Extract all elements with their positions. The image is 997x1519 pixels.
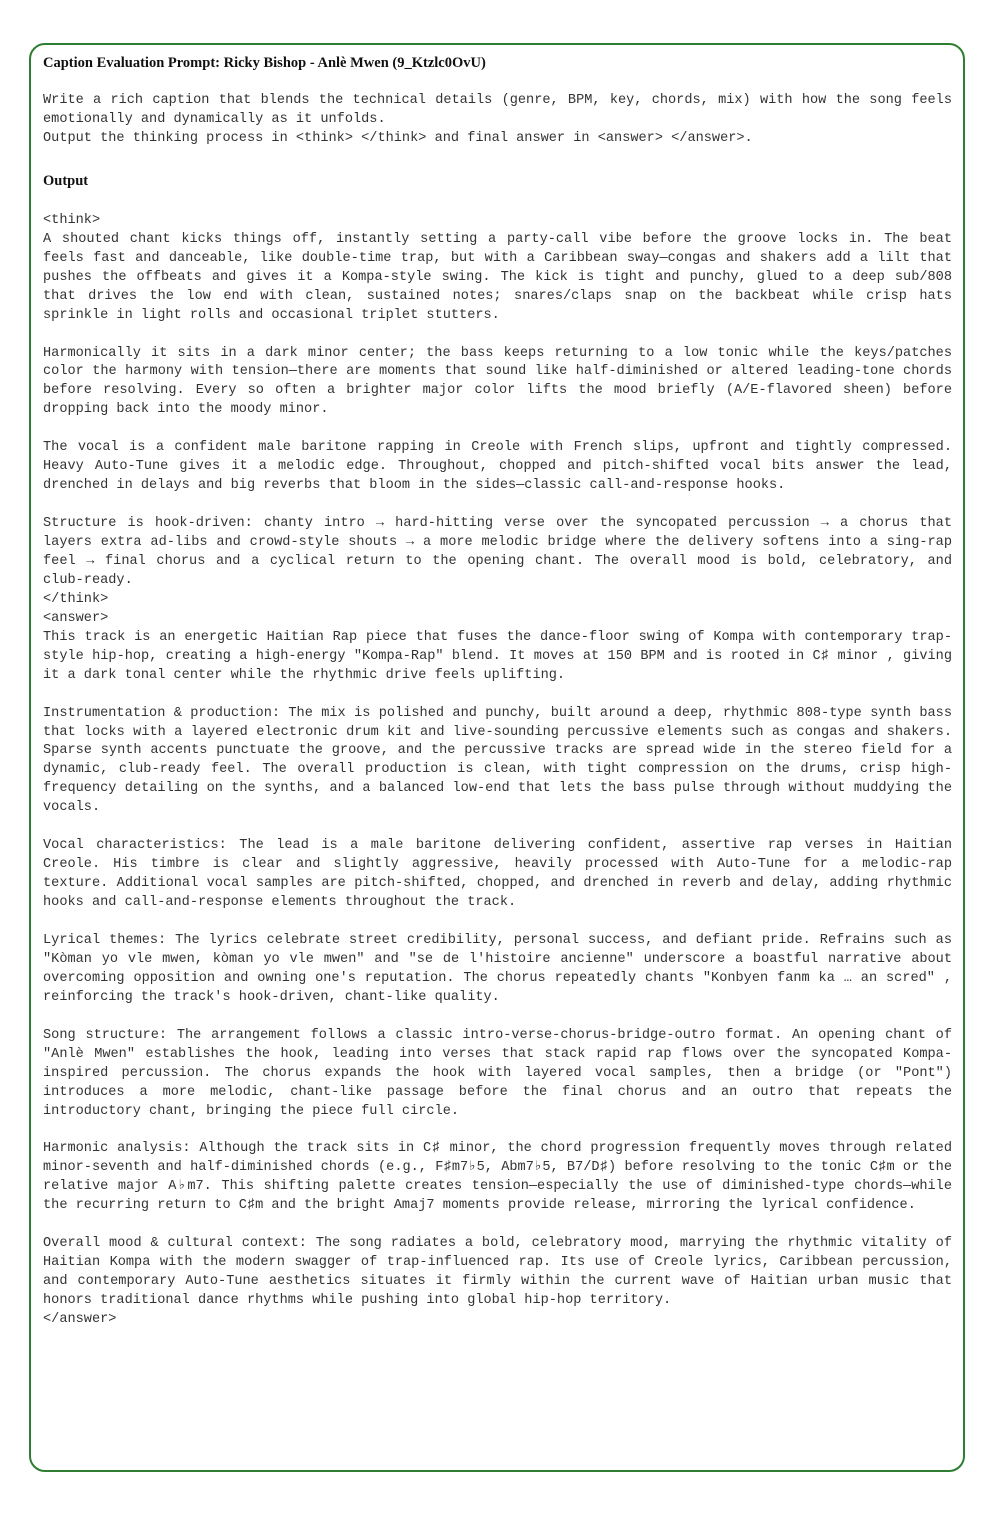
answer-paragraph: Instrumentation & production: The mix is polished and punchy, built around a deep, rhythmic 808-type synth bass that locks with a layered electronic drum kit and live-sounding percussive elements such as congas and shakers. Sparse synth accents punctuate the groove, and the percussive tracks are spread wide in the stereo field for a dynamic, club-ready feel. The overall production is clean, with tight compression on the drums, crisp high-frequency detailing on the synths, and a balanced low-end that lets the bass pulse through without muddying the vocals. [43,705,952,816]
paragraph-gap [43,818,952,837]
answer-paragraph: Lyrical themes: The lyrics celebrate street credibility, personal success, and defiant pride. Refrains such as "Kòman yo vle mwen, kòman yo vle mwen" and "se de l'histoire ancienne" underscore a boastful narrative about overcoming opposition and owning one's reputation. The chorus repeatedly chants "Konbyen fanm ka … an scred" , reinforcing the track's hook-driven, chant-like quality. [43,932,952,1005]
answer-paragraph: Overall mood & cultural context: The song radiates a bold, celebratory mood, marrying the rhythmic vitality of Haitian Kompa with the modern swagger of trap-influenced rap. Its use of Creole lyrics, Caribbean percussion, and contemporary Auto-Tune aesthetics situates it firmly within the current wave of Haitian urban music that honors traditional dance rhythms while pushing into global hip-hop territory. [43,1236,952,1309]
answer-open-tag: <answer> [43,610,109,626]
output-heading: Output [43,172,89,189]
answer-paragraph: Song structure: The arrangement follows a classic intro-verse-chorus-bridge-outro format. An opening chant of "Anlè Mwen" establishes the hook, leading into verses that stack rapid rap flows over the syncopated Kompa-inspired percussion. The chorus expands the hook with layered vocal samples, then a bridge (or "Pont") introduces a more melodic, chant-like passage before the final chorus and an outro that repeats the introductory chant, bringing the piece full circle. [43,1027,952,1119]
think-close-tag: </think> [43,591,109,607]
answer-paragraph: Harmonic analysis: Although the track sits in C♯ minor, the chord progression frequently moves through related minor-seventh and half-diminished chords (e.g., F♯m7♭5, Abm7♭5, B7/D♯) before resolving to the tonic C♯m or the relative major A♭m7. This shifting palette creates tension—especially the use of diminished-type chords—while the recurring return to C♯m and the bright Amaj7 moments provide release, mirroring the lyrical confidence. [43,1141,952,1214]
paragraph-gap [43,913,952,932]
paragraph-gap [43,420,952,439]
paragraph-gap [43,1008,952,1027]
output-body [43,212,952,1330]
card-title: Caption Evaluation Prompt: Ricky Bishop - Anlè Mwen (9_Ktzlc0OvU) [43,55,486,71]
think-paragraph: Structure is hook-driven: chanty intro → hard-hitting verse over the syncopated percussion → a chorus that layers extra ad-libs and crowd-style shouts → a more melodic bridge where the delivery softens into a sing-rap feel → final chorus and a cyclical return to the opening chant. The overall mood is bold, celebratory, and club-ready. [43,516,952,588]
prompt-line: Output the thinking process in <think> </think> and final answer in <answer> </answer>. [43,130,753,146]
think-paragraph: A shouted chant kicks things off, instantly setting a party-call vibe before the groove locks in. The beat feels fast and danceable, like double-time trap, but with a Caribbean sway—congas and shakers add a lilt that pushes the offbeats and gives it a Kompa-style swing. The kick is tight and punchy, glued to a deep sub/808 that drives the low end with clean, sustained notes; snares/claps snap on the backbeat while crisp hats sprinkle in light rolls and occasional triplet stutters. [43,231,952,323]
answer-paragraph: This track is an energetic Haitian Rap piece that fuses the dance-floor swing of Kompa with contemporary trap-style hip-hop, creating a high-energy "Kompa-Rap" blend. It moves at 150 BPM and is rooted in C♯ minor , giving it a dark tonal center while the rhythmic drive feels uplifting. [43,629,952,683]
think-open-tag: <think> [43,212,101,228]
paragraph-gap [43,326,952,345]
prompt-line: Write a rich caption that blends the technical details (genre, BPM, key, chords, mix) with how the song feels emotionally and dynamically as it unfolds. [43,93,952,127]
prompt-text [43,92,952,149]
answer-paragraph: Vocal characteristics: The lead is a male baritone delivering confident, assertive rap verses in Haitian Creole. His timbre is clear and slightly aggressive, heavily processed with Auto-Tune for a melodic-rap texture. Additional vocal samples are pitch-shifted, chopped, and drenched in reverb and delay, adding rhythmic hooks and call-and-response elements throughout the track. [43,838,952,911]
think-paragraph: Harmonically it sits in a dark minor center; the bass keeps returning to a low tonic while the keys/patches color the harmony with tension—there are moments that sound like half-diminished or altered leading-tone chords before resolving. Every so often a brighter major color lifts the mood briefly (A/E-flavored sheen) before dropping back into the moody minor. [43,345,952,418]
paragraph-gap [43,1216,952,1235]
paragraph-gap [43,1122,952,1141]
caption-evaluation-card [29,43,965,1472]
paragraph-gap [43,686,952,705]
answer-close-tag: </answer> [43,1312,117,1327]
think-paragraph: The vocal is a confident male baritone rapping in Creole with French slips, upfront and tightly compressed. Heavy Auto-Tune gives it a melodic edge. Throughout, chopped and pitch-shifted vocal bits answer the lead, drenched in delays and big reverbs that bloom in the sides—classic call-and-response hooks. [43,440,952,494]
paragraph-gap [43,496,952,515]
